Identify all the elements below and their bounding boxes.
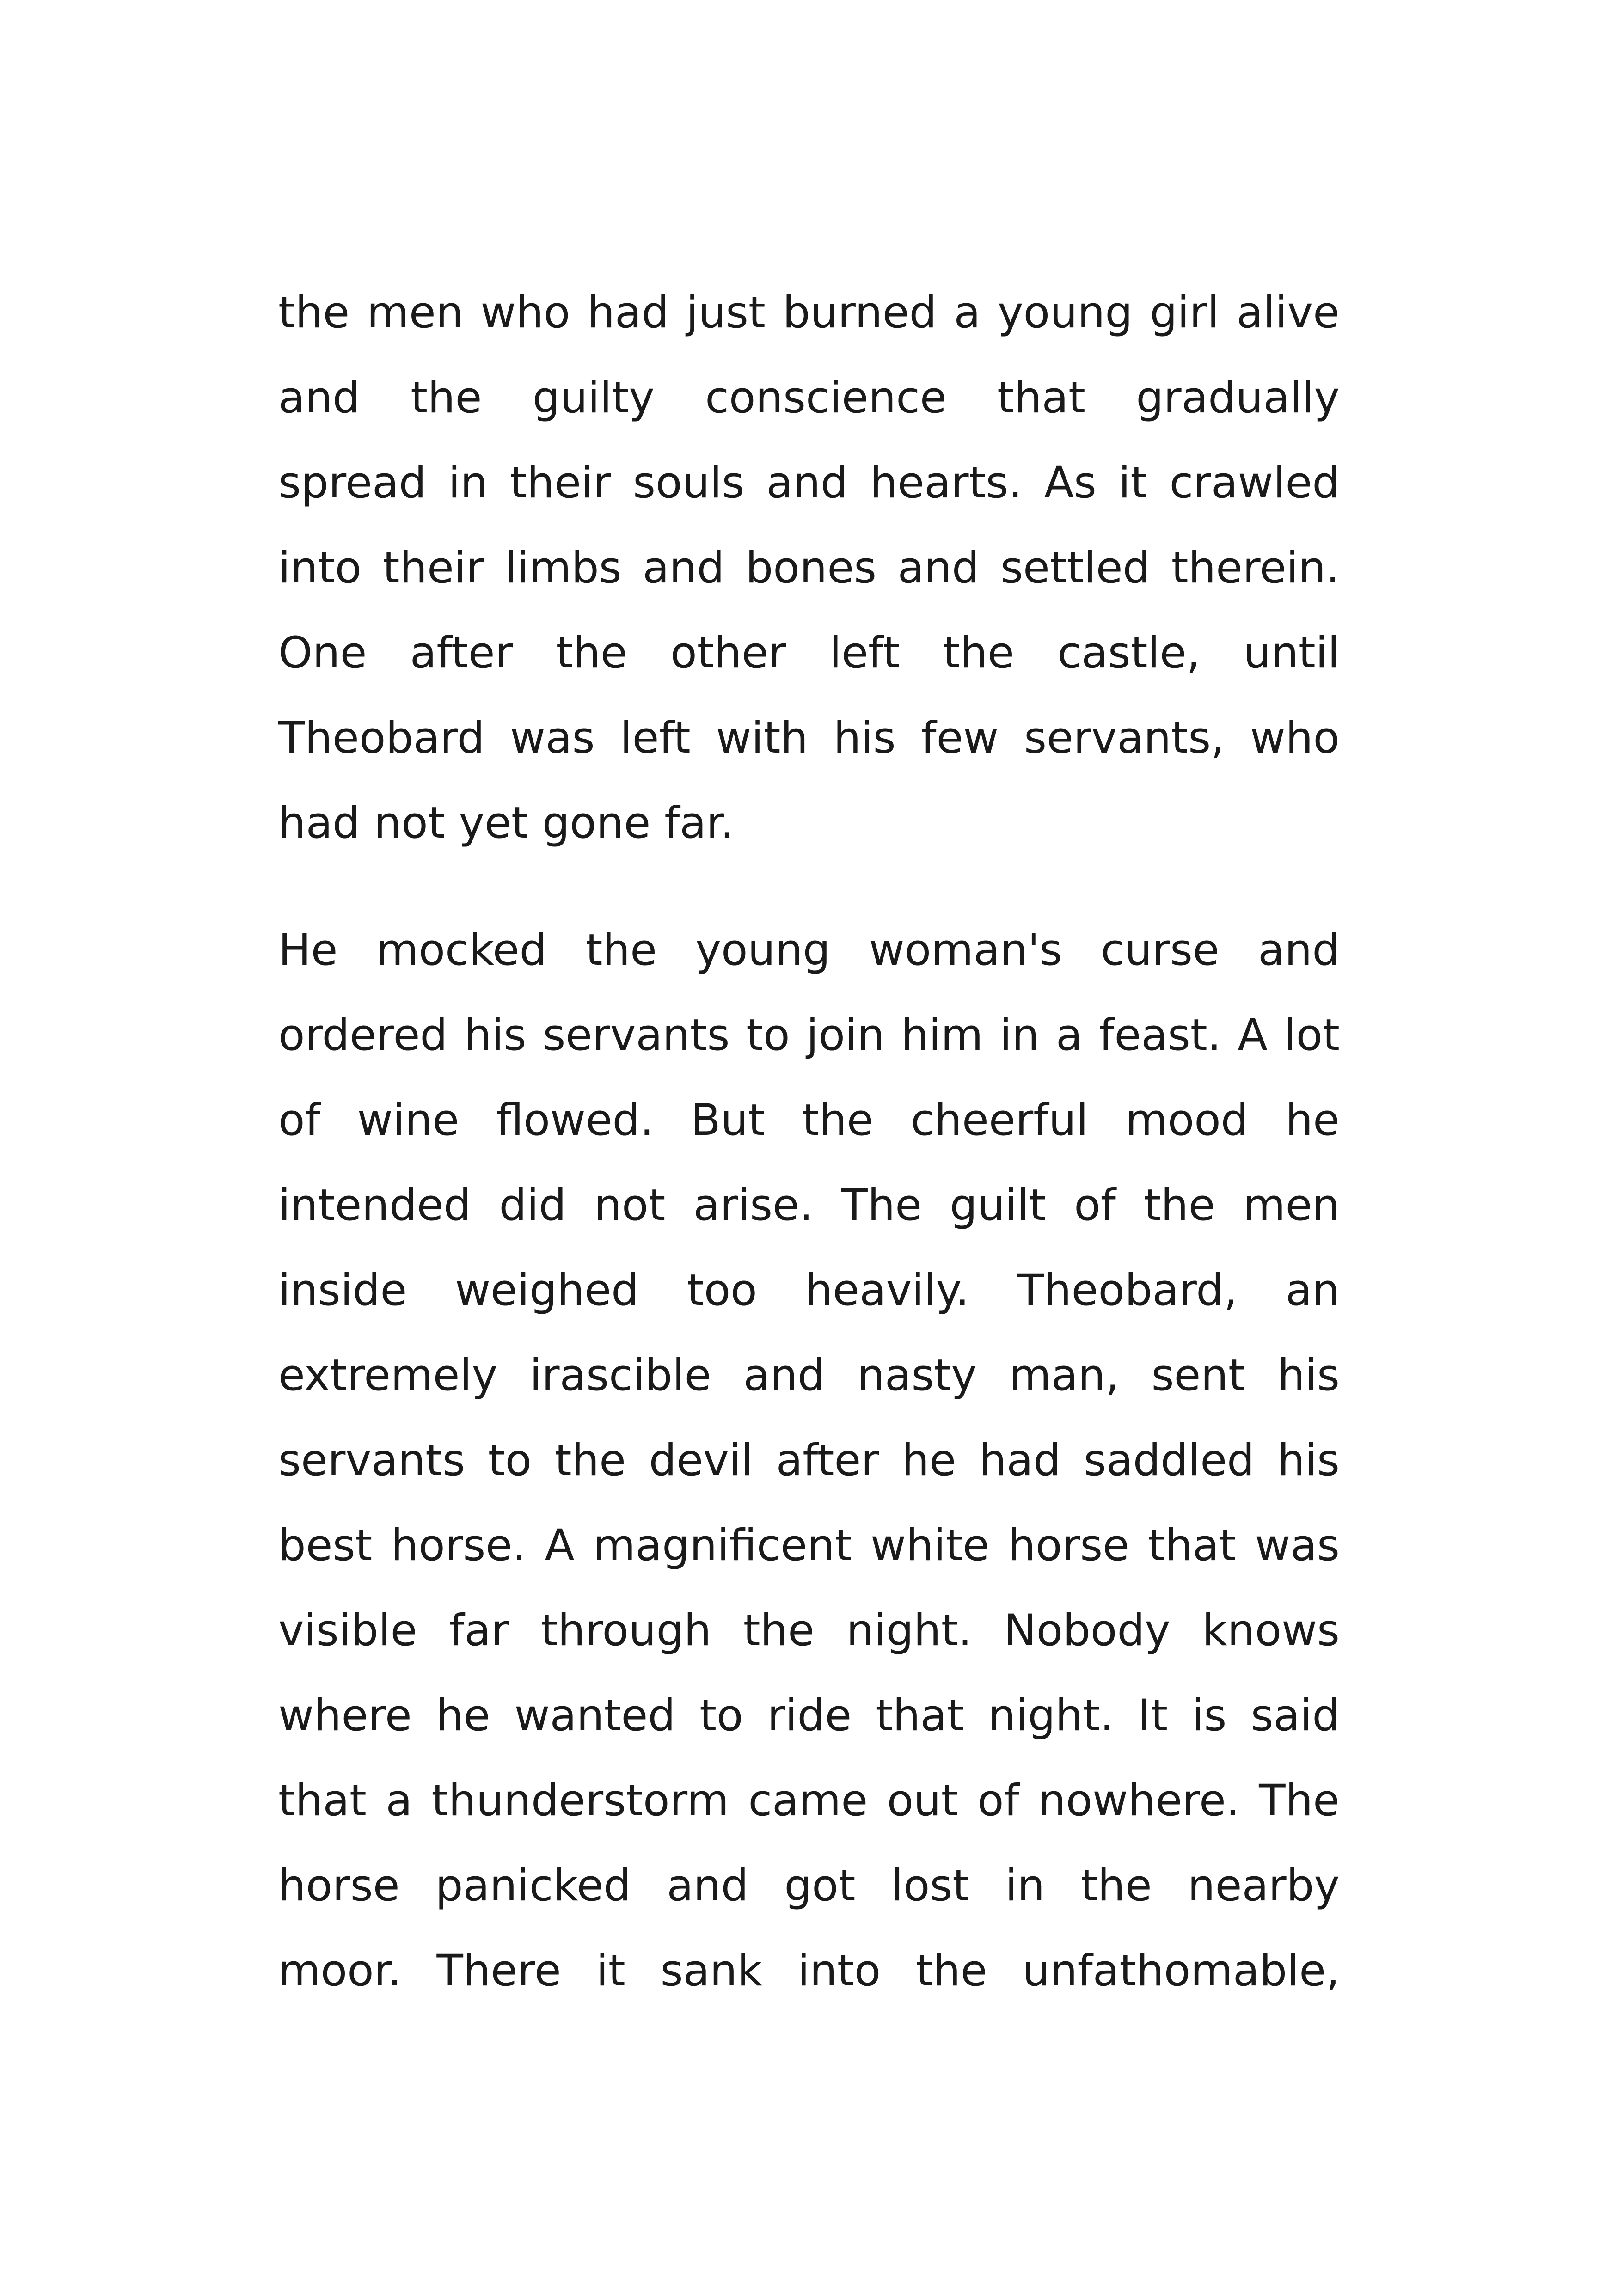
paragraph-1	[278, 270, 1340, 866]
text-line: visible far through the night. Nobody knows	[278, 1605, 1340, 1656]
text-line: horse panicked and got lost in the nearby	[278, 1861, 1340, 1911]
text-line: had not yet gone far.	[278, 798, 734, 848]
text-line: inside weighed too heavily. Theobard, an	[278, 1265, 1340, 1316]
text-line: One after the other left the castle, until	[278, 628, 1340, 678]
text-line: into their limbs and bones and settled therein.	[278, 543, 1340, 593]
text-line: He mocked the young woman's curse and	[278, 925, 1340, 975]
text-line: spread in their souls and hearts. As it crawled	[278, 458, 1340, 508]
text-line: where he wanted to ride that night. It is said	[278, 1690, 1340, 1741]
text-line: best horse. A magnificent white horse that was	[278, 1520, 1340, 1571]
text-line: that a thunderstorm came out of nowhere. The	[278, 1776, 1340, 1826]
text-line: servants to the devil after he had saddled his	[278, 1435, 1340, 1486]
text-line: and the guilty conscience that gradually	[278, 373, 1340, 423]
text-line: moor. There it sank into the unfathomable,	[278, 1946, 1340, 1996]
text-line: of wine flowed. But the cheerful mood he	[278, 1095, 1340, 1145]
text-line: ordered his servants to join him in a feast. A lot	[278, 1010, 1340, 1060]
text-line: Theobard was left with his few servants, who	[278, 713, 1340, 763]
text-line: the men who had just burned a young girl alive	[278, 288, 1340, 338]
paragraph-2	[278, 908, 1340, 2014]
text-line: intended did not arise. The guilt of the men	[278, 1180, 1340, 1231]
text-line: extremely irascible and nasty man, sent his	[278, 1350, 1340, 1401]
